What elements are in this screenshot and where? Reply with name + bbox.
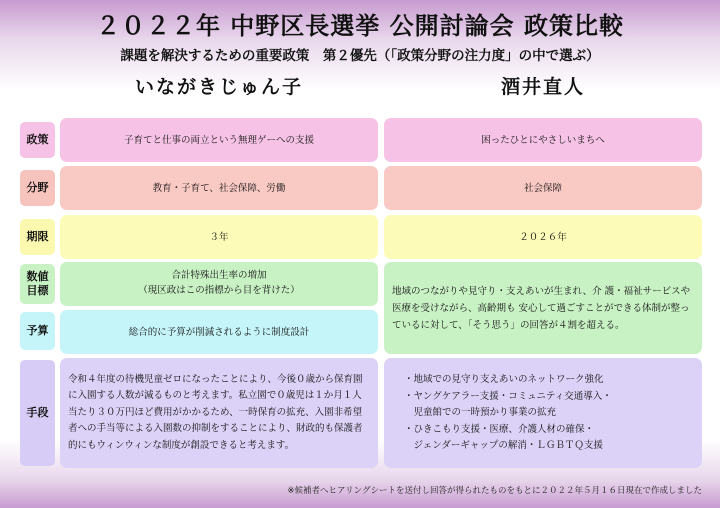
candidate-2-name: 酒井直人 (500, 76, 585, 98)
footer-note: ※候補者へヒアリングシートを送付し回答が得られたものをもとに２０２２年５月１６日現在で作成しました (287, 486, 702, 496)
policy-cell-candidate-1: 子育てと仕事の両立という無理ゲーへの支援 (60, 118, 378, 162)
field-cell-candidate-1: 教育・子育て、社会保障、労働 (60, 166, 378, 210)
row-label-budget: 予算 (20, 312, 55, 350)
means-item: ・ヤングケアラー支援・コミュニティ交通導入・ (404, 390, 612, 402)
page-title: ２０２２年 中野区長選挙 公開討論会 政策比較 (95, 12, 625, 40)
page-subtitle: 課題を解決するための重要政策 第２優先（「政策分野の注力度」の中で選ぶ） (120, 48, 600, 64)
row-label-means: 手段 (20, 360, 55, 466)
row-label-target (20, 264, 55, 304)
target-cell-candidate-1 (60, 262, 378, 306)
row-label-term: 期限 (20, 219, 55, 255)
means-item: 児童館での一時預かり事業の拡充 (404, 407, 557, 418)
target-line-2: （現区政はこの指標から目を背けた） (138, 285, 300, 296)
means-cell-candidate-1: 令和４年度の待機児童ゼロになったことにより、今後０歳から保育園に入園する人数が減るものと考えます。私立園で０歳児は１か月１人当たり３０万円ほど費用がかかるため、一時保育の拡充、入園非希望者への手当等による入園数の抑制をすることにより、財政的も保護者的にもウィンウィンな制度が創設できると考えます。 (60, 358, 378, 468)
row-label-field: 分野 (20, 170, 55, 206)
row-label-policy: 政策 (20, 122, 55, 158)
policy-cell-candidate-2: 困ったひとにやさしいまちへ (384, 118, 702, 162)
target-budget-cell-candidate-2: 地域のつながりや見守り・支えあいが生まれ、介 護・福祉サービスや医療を受けながら、高齢期も 安心して過ごすことができる体制が整っているに対して、「そう思う」の回答が４割を超える。 (384, 262, 702, 354)
means-cell-candidate-2 (384, 358, 702, 468)
field-cell-candidate-2: 社会保障 (384, 166, 702, 210)
means-item: ジェンダーギャップの解消・ＬＧＢＴＱ支援 (404, 440, 603, 451)
term-cell-candidate-2: ２０２６年 (384, 215, 702, 259)
candidate-1-name: いながきじゅん子 (134, 76, 303, 98)
row-label-target-text: 数値目標 (26, 270, 49, 297)
term-cell-candidate-1: ３年 (60, 215, 378, 259)
target-line-1: 合計特殊出生率の増加 (171, 270, 267, 281)
means-item: ・ひきこもり支援・医療、介護人材の確保・ (404, 423, 595, 435)
budget-cell-candidate-1: 総合的に予算が削減されるように制度設計 (60, 310, 378, 354)
means-item: ・地域での見守り支えあいのネットワーク強化 (404, 374, 604, 385)
